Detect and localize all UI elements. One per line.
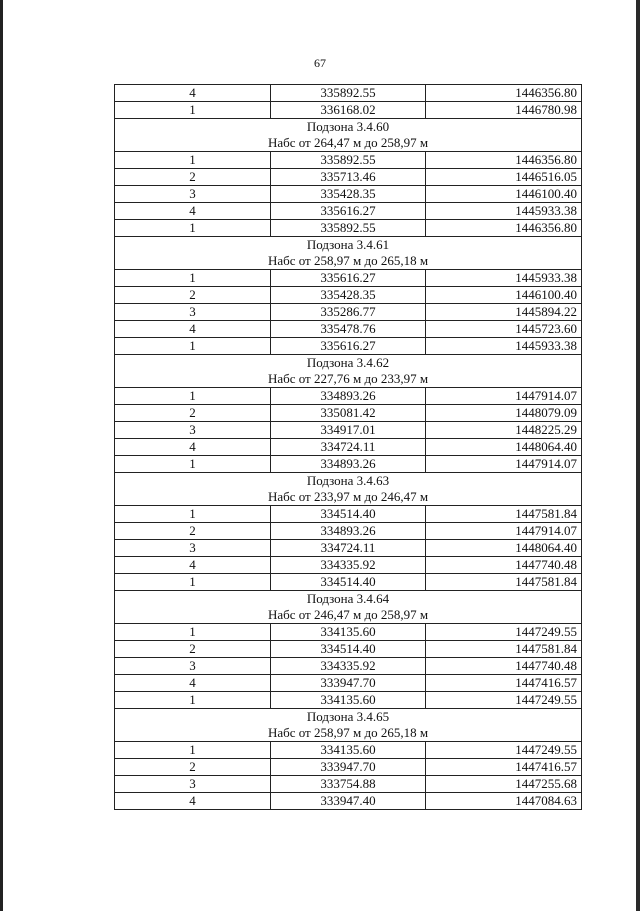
x-coordinate-cell: 335616.27 (271, 203, 426, 220)
x-coordinate-cell: 335713.46 (271, 169, 426, 186)
point-number-cell: 4 (115, 321, 271, 338)
point-number-cell: 1 (115, 456, 271, 473)
x-coordinate-cell: 334514.40 (271, 574, 426, 591)
y-coordinate-cell: 1445933.38 (426, 270, 582, 287)
coordinates-table-body (115, 85, 582, 810)
point-number-cell: 4 (115, 203, 271, 220)
table-row (115, 220, 582, 237)
scan-edge-right (636, 0, 640, 911)
x-coordinate-cell: 333947.40 (271, 793, 426, 810)
x-coordinate-cell: 333947.70 (271, 675, 426, 692)
subzone-header-row (115, 355, 582, 388)
subzone-title: Подзона 3.4.61 (306, 237, 390, 252)
point-number-cell: 3 (115, 422, 271, 439)
table-row (115, 405, 582, 422)
table-row (115, 759, 582, 776)
table-row (115, 540, 582, 557)
point-number-cell: 2 (115, 759, 271, 776)
point-number-cell: 3 (115, 776, 271, 793)
x-coordinate-cell: 333754.88 (271, 776, 426, 793)
subzone-header (115, 119, 582, 152)
point-number-cell: 1 (115, 388, 271, 405)
y-coordinate-cell: 1448225.29 (426, 422, 582, 439)
y-coordinate-cell: 1446356.80 (426, 85, 582, 102)
table-row (115, 793, 582, 810)
x-coordinate-cell: 334514.40 (271, 641, 426, 658)
subzone-header (115, 355, 582, 388)
y-coordinate-cell: 1445723.60 (426, 321, 582, 338)
table-row (115, 388, 582, 405)
x-coordinate-cell: 334514.40 (271, 506, 426, 523)
scan-edge-left (0, 0, 3, 911)
x-coordinate-cell: 335892.55 (271, 152, 426, 169)
subzone-title: Подзона 3.4.60 (306, 119, 390, 134)
subzone-height-range: Набс от 258,97 м до 265,18 м (267, 725, 429, 740)
y-coordinate-cell: 1448079.09 (426, 405, 582, 422)
point-number-cell: 1 (115, 692, 271, 709)
x-coordinate-cell: 334135.60 (271, 742, 426, 759)
x-coordinate-cell: 335478.76 (271, 321, 426, 338)
y-coordinate-cell: 1447740.48 (426, 557, 582, 574)
x-coordinate-cell: 335428.35 (271, 186, 426, 203)
y-coordinate-cell: 1447914.07 (426, 388, 582, 405)
point-number-cell: 4 (115, 557, 271, 574)
point-number-cell: 4 (115, 85, 271, 102)
table-row (115, 523, 582, 540)
point-number-cell: 4 (115, 675, 271, 692)
y-coordinate-cell: 1445933.38 (426, 338, 582, 355)
subzone-header (115, 237, 582, 270)
x-coordinate-cell: 334893.26 (271, 523, 426, 540)
point-number-cell: 3 (115, 186, 271, 203)
table-row (115, 102, 582, 119)
x-coordinate-cell: 335286.77 (271, 304, 426, 321)
subzone-height-range: Набс от 264,47 м до 258,97 м (267, 135, 429, 150)
y-coordinate-cell: 1446100.40 (426, 186, 582, 203)
table-row (115, 506, 582, 523)
y-coordinate-cell: 1448064.40 (426, 439, 582, 456)
y-coordinate-cell: 1448064.40 (426, 540, 582, 557)
x-coordinate-cell: 334135.60 (271, 624, 426, 641)
table-row (115, 152, 582, 169)
y-coordinate-cell: 1447416.57 (426, 759, 582, 776)
point-number-cell: 1 (115, 270, 271, 287)
subzone-height-range: Набс от 233,97 м до 246,47 м (267, 489, 429, 504)
subzone-header (115, 709, 582, 742)
point-number-cell: 2 (115, 405, 271, 422)
subzone-header-row (115, 237, 582, 270)
subzone-header (115, 591, 582, 624)
subzone-height-range: Набс от 246,47 м до 258,97 м (267, 607, 429, 622)
table-row (115, 203, 582, 220)
y-coordinate-cell: 1447255.68 (426, 776, 582, 793)
subzone-title: Подзона 3.4.63 (306, 473, 390, 488)
point-number-cell: 1 (115, 574, 271, 591)
y-coordinate-cell: 1446780.98 (426, 102, 582, 119)
point-number-cell: 3 (115, 304, 271, 321)
table-row (115, 574, 582, 591)
point-number-cell: 2 (115, 523, 271, 540)
point-number-cell: 4 (115, 793, 271, 810)
y-coordinate-cell: 1447581.84 (426, 641, 582, 658)
point-number-cell: 1 (115, 506, 271, 523)
x-coordinate-cell: 334893.26 (271, 456, 426, 473)
subzone-header (115, 473, 582, 506)
y-coordinate-cell: 1447249.55 (426, 624, 582, 641)
table-row (115, 776, 582, 793)
table-row (115, 304, 582, 321)
y-coordinate-cell: 1447084.63 (426, 793, 582, 810)
table-row (115, 456, 582, 473)
table-row (115, 439, 582, 456)
point-number-cell: 1 (115, 152, 271, 169)
x-coordinate-cell: 335428.35 (271, 287, 426, 304)
y-coordinate-cell: 1447249.55 (426, 692, 582, 709)
y-coordinate-cell: 1447914.07 (426, 523, 582, 540)
table-row (115, 321, 582, 338)
x-coordinate-cell: 334724.11 (271, 439, 426, 456)
y-coordinate-cell: 1447581.84 (426, 506, 582, 523)
table-row (115, 338, 582, 355)
table-row (115, 675, 582, 692)
y-coordinate-cell: 1447581.84 (426, 574, 582, 591)
page-number: 67 (314, 56, 326, 70)
point-number-cell: 4 (115, 439, 271, 456)
point-number-cell: 1 (115, 102, 271, 119)
table-row (115, 641, 582, 658)
table-row (115, 557, 582, 574)
table-row (115, 270, 582, 287)
point-number-cell: 3 (115, 540, 271, 557)
y-coordinate-cell: 1446516.05 (426, 169, 582, 186)
y-coordinate-cell: 1446356.80 (426, 220, 582, 237)
y-coordinate-cell: 1447416.57 (426, 675, 582, 692)
x-coordinate-cell: 335616.27 (271, 270, 426, 287)
point-number-cell: 1 (115, 338, 271, 355)
x-coordinate-cell: 335081.42 (271, 405, 426, 422)
table-row (115, 742, 582, 759)
table-row (115, 169, 582, 186)
x-coordinate-cell: 334893.26 (271, 388, 426, 405)
x-coordinate-cell: 334917.01 (271, 422, 426, 439)
x-coordinate-cell: 334335.92 (271, 557, 426, 574)
table-row (115, 692, 582, 709)
x-coordinate-cell: 335892.55 (271, 85, 426, 102)
x-coordinate-cell: 335616.27 (271, 338, 426, 355)
point-number-cell: 2 (115, 287, 271, 304)
table-row (115, 85, 582, 102)
subzone-height-range: Набс от 258,97 м до 265,18 м (267, 253, 429, 268)
y-coordinate-cell: 1445894.22 (426, 304, 582, 321)
x-coordinate-cell: 333947.70 (271, 759, 426, 776)
subzone-title: Подзона 3.4.65 (306, 709, 390, 724)
subzone-header-row (115, 119, 582, 152)
x-coordinate-cell: 336168.02 (271, 102, 426, 119)
x-coordinate-cell: 334724.11 (271, 540, 426, 557)
point-number-cell: 1 (115, 742, 271, 759)
subzone-title: Подзона 3.4.62 (306, 355, 390, 370)
point-number-cell: 1 (115, 220, 271, 237)
subzone-title: Подзона 3.4.64 (306, 591, 390, 606)
table-row (115, 186, 582, 203)
point-number-cell: 1 (115, 624, 271, 641)
subzone-header-row (115, 473, 582, 506)
y-coordinate-cell: 1446100.40 (426, 287, 582, 304)
point-number-cell: 2 (115, 641, 271, 658)
table-row (115, 658, 582, 675)
point-number-cell: 3 (115, 658, 271, 675)
subzone-header-row (115, 709, 582, 742)
x-coordinate-cell: 335892.55 (271, 220, 426, 237)
table-row (115, 624, 582, 641)
y-coordinate-cell: 1446356.80 (426, 152, 582, 169)
y-coordinate-cell: 1445933.38 (426, 203, 582, 220)
y-coordinate-cell: 1447914.07 (426, 456, 582, 473)
x-coordinate-cell: 334135.60 (271, 692, 426, 709)
y-coordinate-cell: 1447249.55 (426, 742, 582, 759)
y-coordinate-cell: 1447740.48 (426, 658, 582, 675)
point-number-cell: 2 (115, 169, 271, 186)
subzone-header-row (115, 591, 582, 624)
subzone-height-range: Набс от 227,76 м до 233,97 м (267, 371, 429, 386)
x-coordinate-cell: 334335.92 (271, 658, 426, 675)
table-row (115, 422, 582, 439)
coordinates-table (114, 84, 582, 810)
table-row (115, 287, 582, 304)
